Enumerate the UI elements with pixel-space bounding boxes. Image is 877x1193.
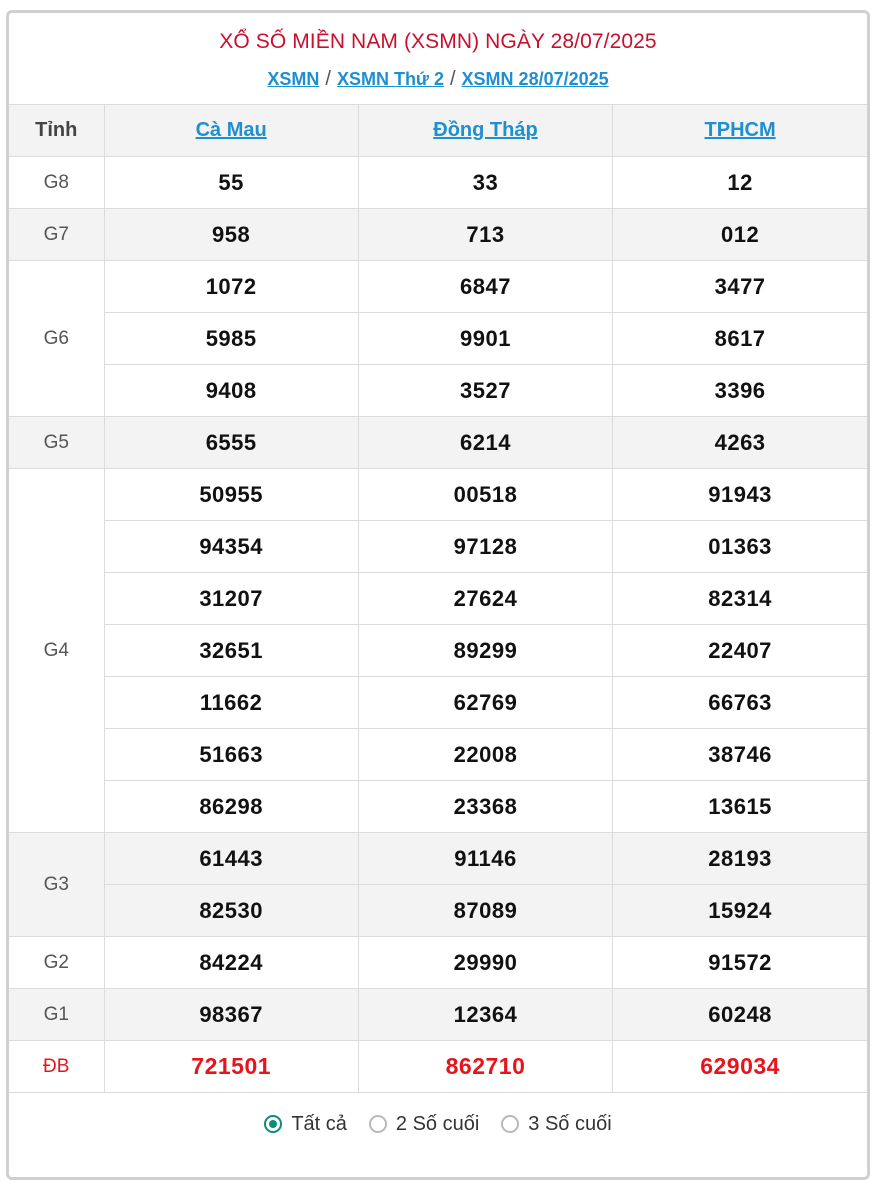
result-number-dong-thap: 91146	[358, 833, 612, 885]
result-number-ca-mau: 32651	[104, 625, 358, 677]
result-number-dong-thap: 22008	[358, 729, 612, 781]
result-number-ca-mau: 50955	[104, 469, 358, 521]
table-row	[9, 261, 867, 313]
result-number-tphcm: 01363	[613, 521, 867, 573]
prize-label-g3: G3	[9, 833, 104, 937]
result-number-dong-thap: 29990	[358, 937, 612, 989]
result-number-tphcm: 3396	[613, 365, 867, 417]
result-number-ca-mau: 98367	[104, 989, 358, 1041]
province-link-dong-thap[interactable]: Đồng Tháp	[433, 119, 538, 141]
prize-label-g4: G4	[9, 469, 104, 833]
result-number-tphcm: 22407	[613, 625, 867, 677]
result-number-tphcm: 3477	[613, 261, 867, 313]
table-row	[9, 313, 867, 365]
prize-label-g1: G1	[9, 989, 104, 1041]
table-row	[9, 573, 867, 625]
results-body	[9, 157, 867, 1093]
prize-label-g2: G2	[9, 937, 104, 989]
table-row	[9, 209, 867, 261]
result-number-tphcm: 91572	[613, 937, 867, 989]
result-number-tphcm: 28193	[613, 833, 867, 885]
result-number-ca-mau: 55	[104, 157, 358, 209]
province-column-header: Tỉnh	[9, 105, 104, 157]
table-row	[9, 157, 867, 209]
province-link-tphcm[interactable]: TPHCM	[704, 119, 776, 141]
province-link-ca-mau[interactable]: Cà Mau	[195, 119, 267, 141]
prize-label-g8: G8	[9, 157, 104, 209]
result-number-dong-thap: 87089	[358, 885, 612, 937]
result-number-dong-thap: 862710	[358, 1041, 612, 1093]
results-table	[9, 104, 867, 1093]
table-row	[9, 677, 867, 729]
table-row	[9, 885, 867, 937]
breadcrumb-separator: /	[449, 68, 456, 90]
province-header-tphcm	[613, 105, 867, 157]
result-number-ca-mau: 31207	[104, 573, 358, 625]
table-row	[9, 989, 867, 1041]
result-number-dong-thap: 97128	[358, 521, 612, 573]
result-number-dong-thap: 713	[358, 209, 612, 261]
results-card	[6, 10, 870, 1180]
table-row	[9, 1041, 867, 1093]
result-number-tphcm: 82314	[613, 573, 867, 625]
result-number-tphcm: 91943	[613, 469, 867, 521]
result-number-tphcm: 38746	[613, 729, 867, 781]
result-number-tphcm: 012	[613, 209, 867, 261]
result-number-dong-thap: 12364	[358, 989, 612, 1041]
result-number-dong-thap: 33	[358, 157, 612, 209]
breadcrumb-link-weekday[interactable]: XSMN Thứ 2	[336, 69, 444, 89]
table-row	[9, 781, 867, 833]
table-row	[9, 469, 867, 521]
result-number-ca-mau: 6555	[104, 417, 358, 469]
prize-label-g7: G7	[9, 209, 104, 261]
result-number-ca-mau: 5985	[104, 313, 358, 365]
result-number-dong-thap: 9901	[358, 313, 612, 365]
result-number-tphcm: 60248	[613, 989, 867, 1041]
radio-unchecked-icon[interactable]	[369, 1115, 387, 1133]
result-number-dong-thap: 27624	[358, 573, 612, 625]
result-number-ca-mau: 51663	[104, 729, 358, 781]
result-number-tphcm: 15924	[613, 885, 867, 937]
breadcrumb-separator: /	[325, 68, 331, 90]
breadcrumb-link-xsmn[interactable]: XSMN	[267, 69, 320, 89]
result-number-dong-thap: 89299	[358, 625, 612, 677]
result-number-ca-mau: 61443	[104, 833, 358, 885]
filter-option-all[interactable]	[264, 1113, 347, 1136]
table-row	[9, 365, 867, 417]
radio-checked-icon[interactable]	[264, 1115, 282, 1133]
result-number-tphcm: 8617	[613, 313, 867, 365]
result-number-ca-mau: 11662	[104, 677, 358, 729]
prize-label-đb: ĐB	[9, 1041, 104, 1093]
table-row	[9, 625, 867, 677]
filter-option-label: 3 Số cuối	[528, 1112, 612, 1135]
result-number-dong-thap: 6847	[358, 261, 612, 313]
result-number-dong-thap: 3527	[358, 365, 612, 417]
table-row	[9, 833, 867, 885]
result-number-ca-mau: 958	[104, 209, 358, 261]
prize-label-g6: G6	[9, 261, 104, 417]
result-number-ca-mau: 94354	[104, 521, 358, 573]
table-row	[9, 417, 867, 469]
breadcrumb-link-date[interactable]: XSMN 28/07/2025	[461, 69, 609, 89]
filter-option-label: Tất cả	[291, 1112, 347, 1135]
result-number-tphcm: 4263	[613, 417, 867, 469]
table-row	[9, 729, 867, 781]
province-header-dong-thap	[358, 105, 612, 157]
result-number-dong-thap: 23368	[358, 781, 612, 833]
result-number-ca-mau: 721501	[104, 1041, 358, 1093]
digit-filter-group	[9, 1093, 867, 1155]
radio-unchecked-icon[interactable]	[501, 1115, 519, 1133]
result-number-ca-mau: 1072	[104, 261, 358, 313]
result-number-dong-thap: 00518	[358, 469, 612, 521]
breadcrumb	[9, 60, 867, 104]
prize-label-g5: G5	[9, 417, 104, 469]
result-number-tphcm: 66763	[613, 677, 867, 729]
filter-option-last-3[interactable]	[501, 1113, 611, 1136]
result-number-ca-mau: 9408	[104, 365, 358, 417]
result-number-dong-thap: 6214	[358, 417, 612, 469]
result-number-tphcm: 13615	[613, 781, 867, 833]
page-title: XỔ SỐ MIỀN NAM (XSMN) NGÀY 28/07/2025	[219, 30, 657, 53]
filter-option-last-2[interactable]	[369, 1113, 479, 1136]
table-row	[9, 521, 867, 573]
filter-option-label: 2 Số cuối	[395, 1112, 480, 1135]
table-header-row	[9, 105, 867, 157]
province-header-ca-mau	[104, 105, 358, 157]
result-number-ca-mau: 84224	[104, 937, 358, 989]
table-row	[9, 937, 867, 989]
result-number-ca-mau: 86298	[104, 781, 358, 833]
result-number-dong-thap: 62769	[358, 677, 612, 729]
result-number-ca-mau: 82530	[104, 885, 358, 937]
result-number-tphcm: 629034	[613, 1041, 867, 1093]
result-number-tphcm: 12	[613, 157, 867, 209]
